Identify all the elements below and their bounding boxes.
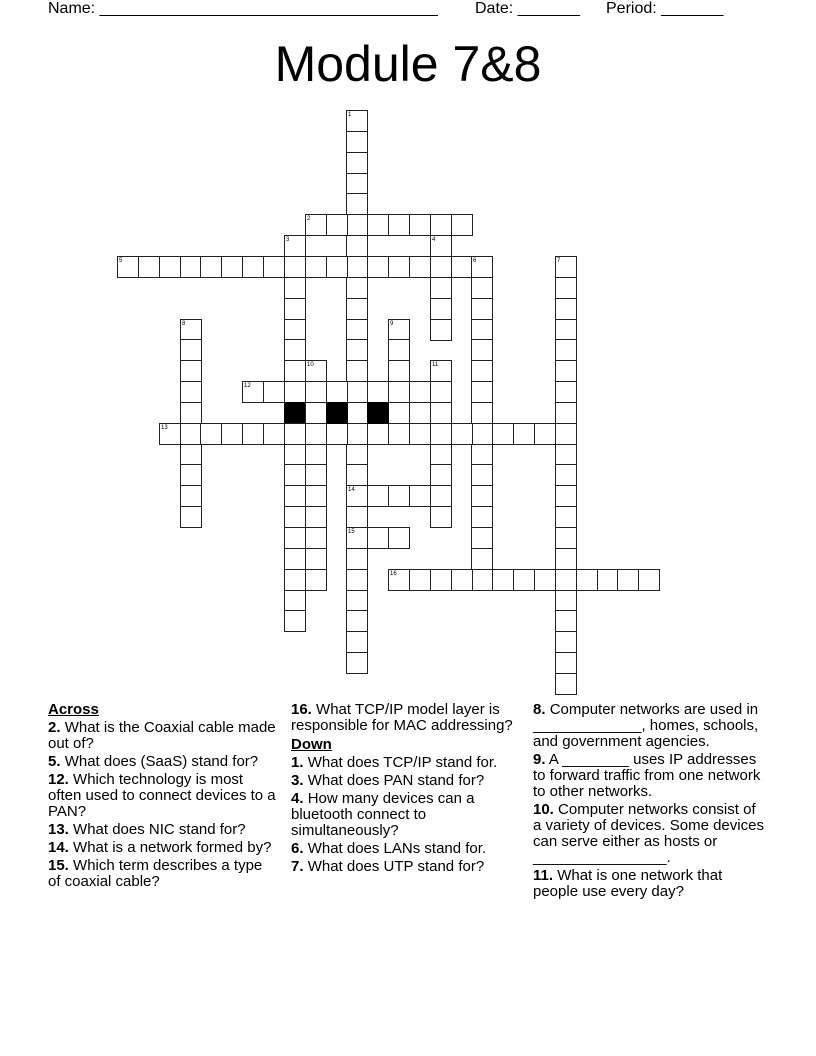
grid-cell[interactable] [534,423,556,445]
clue-number: 15. [48,857,69,874]
grid-cell[interactable] [430,277,452,299]
grid-cell[interactable] [305,256,327,278]
grid-cell[interactable] [430,256,452,278]
grid-cell[interactable] [471,402,493,424]
cell-number: 13 [161,425,168,431]
grid-cell[interactable] [367,256,389,278]
clue-number: 4. [291,790,304,807]
grid-cell[interactable] [492,423,514,445]
grid-cell[interactable] [242,256,264,278]
clue-text: What does (SaaS) stand for? [64,753,259,770]
grid-cell[interactable] [430,381,452,403]
grid-cell[interactable] [117,256,139,278]
grid-cell[interactable] [388,569,410,591]
grid-cell[interactable] [388,527,410,549]
across-clue [48,720,278,752]
grid-cell[interactable] [555,319,577,341]
down-heading: Down [291,736,332,753]
clue-text: What TCP/IP model layer is responsible for MAC addressing? [291,701,513,734]
clue-text: How many devices can a bluetooth connect to simultaneously? [291,790,475,839]
cell-number: 15 [348,529,355,535]
clue-number: 8. [533,701,546,718]
grid-cell[interactable] [159,256,181,278]
down-clue [533,702,765,750]
grid-cell[interactable] [555,423,577,445]
grid-cell[interactable] [555,256,577,278]
clue-text: Which term describes a type of coaxial cable? [48,857,263,890]
grid-cell[interactable] [617,569,639,591]
grid-cell[interactable] [513,423,535,445]
grid-cell[interactable] [409,423,431,445]
grid-cell[interactable] [388,381,410,403]
clue-text: Computer networks are used in _____________, homes, schools, and government agencies. [533,701,759,750]
grid-cell[interactable] [346,631,368,653]
clue-text: What does LANs stand for. [307,840,487,857]
grid-cell[interactable] [388,360,410,382]
grid-cell[interactable] [409,256,431,278]
clue-number: 2. [48,719,61,736]
grid-cell[interactable] [305,548,327,570]
cell-number: 4 [432,237,436,243]
grid-cell[interactable] [451,256,473,278]
clue-number: 11. [533,867,554,884]
grid-cell[interactable] [430,235,452,257]
clue-number: 16. [291,701,312,718]
black-square [326,402,348,424]
grid-cell[interactable] [305,423,327,445]
across-clue [48,754,278,770]
grid-cell[interactable] [555,402,577,424]
cell-number: 5 [119,258,123,264]
grid-cell[interactable] [555,464,577,486]
clue-text: What does PAN stand for? [307,772,485,789]
cell-number: 7 [557,258,561,264]
grid-cell[interactable] [284,569,306,591]
grid-cell[interactable] [305,569,327,591]
grid-cell[interactable] [346,110,368,132]
grid-cell[interactable] [326,423,348,445]
grid-cell[interactable] [471,423,493,445]
cell-number: 3 [286,237,290,243]
down-clue [291,773,521,789]
grid-cell[interactable] [305,402,327,424]
grid-cell[interactable] [409,485,431,507]
grid-cell[interactable] [409,214,431,236]
grid-cell[interactable] [346,277,368,299]
grid-cell[interactable] [451,569,473,591]
grid-cell[interactable] [471,277,493,299]
cell-number: 9 [390,321,394,327]
grid-cell[interactable] [430,214,452,236]
clues-column-2 [291,702,521,877]
down-clue [291,755,521,771]
clue-number: 5. [48,753,61,770]
down-clue [533,802,765,866]
period-field[interactable]: Period: _______ [606,0,724,17]
clue-text: A ________ uses IP addresses to forward traffic from one network to other networks. [533,751,761,800]
grid-cell[interactable] [346,339,368,361]
grid-cell[interactable] [555,652,577,674]
clue-number: 14. [48,839,69,856]
grid-cell[interactable] [346,193,368,215]
grid-cell[interactable] [346,402,368,424]
grid-cell[interactable] [555,339,577,361]
grid-cell[interactable] [346,569,368,591]
clue-text: What does TCP/IP stand for. [307,754,498,771]
clue-text: What does UTP stand for? [307,858,485,875]
grid-cell[interactable] [555,360,577,382]
grid-cell[interactable] [388,423,410,445]
grid-cell[interactable] [284,506,306,528]
grid-cell[interactable] [555,444,577,466]
date-field[interactable]: Date: _______ [475,0,580,17]
grid-cell[interactable] [284,381,306,403]
cell-number: 1 [348,112,352,118]
grid-cell[interactable] [430,423,452,445]
grid-cell[interactable] [221,423,243,445]
grid-cell[interactable] [555,569,577,591]
grid-cell[interactable] [430,485,452,507]
grid-cell[interactable] [471,339,493,361]
cell-number: 11 [432,362,439,368]
clue-text: Computer networks consist of a variety of devices. Some devices can serve either as hosts or ________________. [533,801,764,866]
grid-cell[interactable] [430,319,452,341]
across-clue [48,858,278,890]
across-clue [48,822,278,838]
grid-cell[interactable] [346,360,368,382]
grid-cell[interactable] [534,569,556,591]
grid-cell[interactable] [367,527,389,549]
grid-cell[interactable] [284,235,306,257]
grid-cell[interactable] [284,548,306,570]
grid-cell[interactable] [430,464,452,486]
grid-cell[interactable] [180,485,202,507]
grid-cell[interactable] [451,423,473,445]
clue-number: 13. [48,821,69,838]
black-square [284,402,306,424]
cell-number: 12 [244,383,251,389]
grid-cell[interactable] [555,610,577,632]
clue-number: 10. [533,801,554,818]
grid-cell[interactable] [284,360,306,382]
page-title: Module 7&8 [274,36,542,92]
down-clue [291,841,521,857]
grid-cell[interactable] [326,214,348,236]
grid-cell[interactable] [305,444,327,466]
grid-cell[interactable] [555,527,577,549]
name-field[interactable]: Name: ______________________________________ [48,0,438,17]
grid-cell[interactable] [388,402,410,424]
grid-cell[interactable] [346,319,368,341]
clue-number: 1. [291,754,304,771]
grid-cell[interactable] [388,339,410,361]
grid-cell[interactable] [305,360,327,382]
grid-cell[interactable] [242,423,264,445]
grid-cell[interactable] [409,569,431,591]
grid-cell[interactable] [138,256,160,278]
cell-number: 14 [348,487,355,493]
clue-number: 12. [48,771,69,788]
grid-cell[interactable] [555,673,577,695]
grid-cell[interactable] [471,506,493,528]
grid-cell[interactable] [346,256,368,278]
grid-cell[interactable] [471,464,493,486]
grid-cell[interactable] [471,548,493,570]
grid-cell[interactable] [597,569,619,591]
grid-cell[interactable] [180,381,202,403]
cell-number: 16 [390,571,397,577]
cell-number: 6 [473,258,477,264]
clue-number: 7. [291,858,304,875]
grid-cell[interactable] [346,506,368,528]
grid-cell[interactable] [284,527,306,549]
grid-cell[interactable] [284,444,306,466]
clue-number: 3. [291,772,304,789]
grid-cell[interactable] [346,173,368,195]
grid-cell[interactable] [180,423,202,445]
down-clue [291,859,521,875]
grid-cell[interactable] [284,423,306,445]
grid-cell[interactable] [471,527,493,549]
grid-cell[interactable] [284,590,306,612]
down-clue [533,868,765,900]
grid-cell[interactable] [180,444,202,466]
grid-cell[interactable] [471,381,493,403]
grid-cell[interactable] [388,319,410,341]
grid-cell[interactable] [346,235,368,257]
grid-cell[interactable] [430,444,452,466]
grid-cell[interactable] [284,277,306,299]
grid-cell[interactable] [346,652,368,674]
grid-cell[interactable] [346,444,368,466]
grid-cell[interactable] [430,402,452,424]
grid-cell[interactable] [471,319,493,341]
grid-cell[interactable] [471,298,493,320]
grid-cell[interactable] [326,381,348,403]
grid-cell[interactable] [576,569,598,591]
grid-cell[interactable] [346,298,368,320]
grid-cell[interactable] [388,256,410,278]
across-heading: Across [48,701,99,718]
grid-cell[interactable] [200,423,222,445]
down-clue [291,791,521,839]
grid-cell[interactable] [513,569,535,591]
grid-cell[interactable] [555,548,577,570]
grid-cell[interactable] [555,298,577,320]
grid-cell[interactable] [409,381,431,403]
grid-cell[interactable] [180,360,202,382]
grid-cell[interactable] [430,298,452,320]
grid-cell[interactable] [555,506,577,528]
down-clue [533,752,765,800]
grid-cell[interactable] [180,319,202,341]
grid-cell[interactable] [305,506,327,528]
grid-cell[interactable] [555,590,577,612]
grid-cell[interactable] [367,485,389,507]
grid-cell[interactable] [346,464,368,486]
grid-cell[interactable] [388,485,410,507]
grid-cell[interactable] [284,298,306,320]
grid-cell[interactable] [284,610,306,632]
grid-cell[interactable] [388,214,410,236]
grid-cell[interactable] [346,423,368,445]
grid-cell[interactable] [242,381,264,403]
grid-cell[interactable] [200,256,222,278]
clues-column-1 [48,702,278,892]
grid-cell[interactable] [305,214,327,236]
grid-cell[interactable] [367,214,389,236]
grid-cell[interactable] [284,485,306,507]
grid-cell[interactable] [305,485,327,507]
clues-column-3 [533,702,765,902]
grid-cell[interactable] [471,360,493,382]
grid-cell[interactable] [346,381,368,403]
grid-cell[interactable] [346,548,368,570]
cell-number: 8 [182,321,186,327]
grid-cell[interactable] [326,256,348,278]
grid-cell[interactable] [430,360,452,382]
across-clue [291,702,521,734]
grid-cell[interactable] [263,381,285,403]
grid-cell[interactable] [180,464,202,486]
grid-cell[interactable] [492,569,514,591]
grid-cell[interactable] [451,214,473,236]
clue-text: Which technology is most often used to connect devices to a PAN? [48,771,276,820]
grid-cell[interactable] [367,381,389,403]
grid-cell[interactable] [555,485,577,507]
grid-cell[interactable] [430,569,452,591]
grid-cell[interactable] [346,214,368,236]
grid-cell[interactable] [284,319,306,341]
grid-cell[interactable] [180,339,202,361]
clue-text: What is a network formed by? [73,839,272,856]
grid-cell[interactable] [305,381,327,403]
grid-cell[interactable] [221,256,243,278]
grid-cell[interactable] [180,506,202,528]
clue-number: 9. [533,751,546,768]
grid-cell[interactable] [263,423,285,445]
grid-cell[interactable] [263,256,285,278]
grid-cell[interactable] [346,485,368,507]
grid-cell[interactable] [305,527,327,549]
grid-cell[interactable] [346,131,368,153]
clue-text: What is one network that people use every day? [533,867,723,900]
grid-cell[interactable] [305,464,327,486]
grid-cell[interactable] [471,256,493,278]
black-square [367,402,389,424]
clue-text: What does NIC stand for? [73,821,246,838]
grid-cell[interactable] [346,590,368,612]
grid-cell[interactable] [284,256,306,278]
grid-cell[interactable] [471,485,493,507]
grid-cell[interactable] [555,277,577,299]
across-clue [48,840,278,856]
grid-cell[interactable] [638,569,660,591]
grid-cell[interactable] [346,527,368,549]
across-clue [48,772,278,820]
clue-number: 6. [291,840,304,857]
grid-cell[interactable] [284,464,306,486]
grid-cell[interactable] [430,506,452,528]
grid-cell[interactable] [346,152,368,174]
grid-cell[interactable] [180,256,202,278]
grid-cell[interactable] [555,631,577,653]
grid-cell[interactable] [471,569,493,591]
grid-cell[interactable] [367,423,389,445]
grid-cell[interactable] [346,610,368,632]
cell-number: 2 [307,216,311,222]
clue-text: What is the Coaxial cable made out of? [48,719,276,752]
grid-cell[interactable] [284,339,306,361]
grid-cell[interactable] [159,423,181,445]
grid-cell[interactable] [180,402,202,424]
grid-cell[interactable] [555,381,577,403]
cell-number: 10 [307,362,314,368]
grid-cell[interactable] [471,444,493,466]
